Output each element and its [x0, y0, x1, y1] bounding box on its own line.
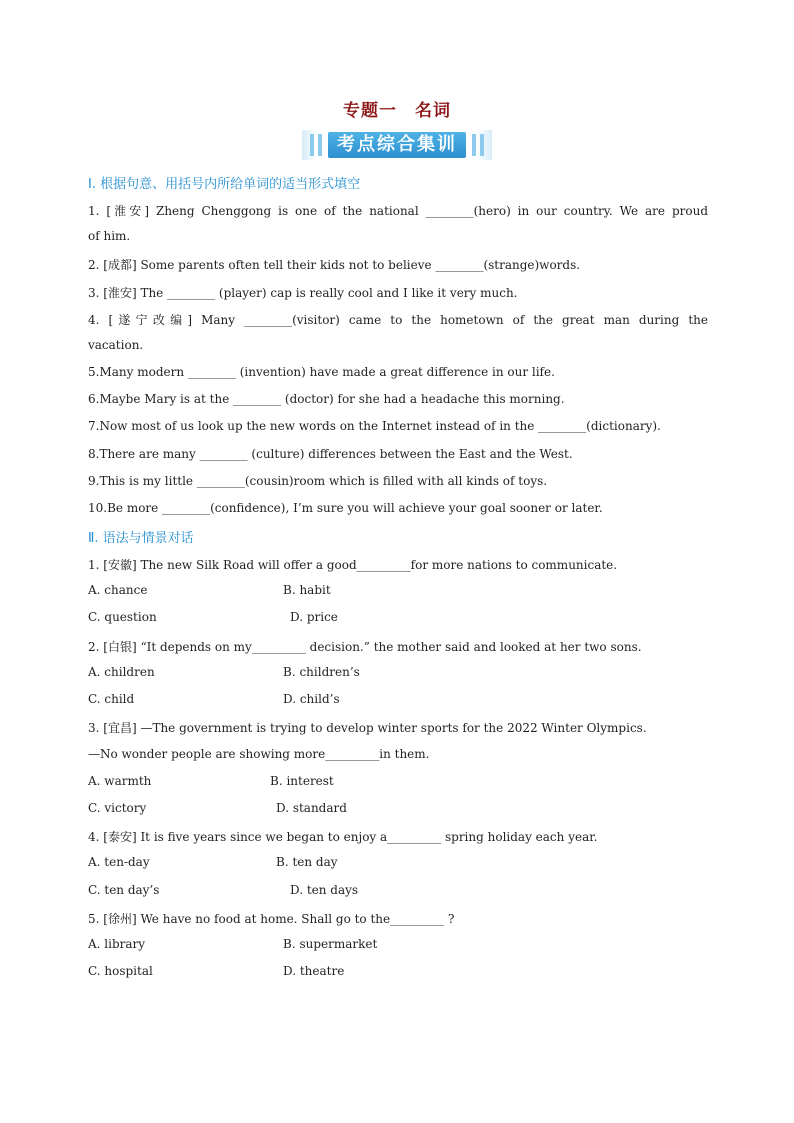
- mc-question-3-line-2: —No wonder people are showing more_________in them.: [88, 747, 430, 761]
- mc-option[interactable]: B. children’s: [283, 665, 360, 679]
- mc-option[interactable]: D. standard: [276, 801, 347, 815]
- mc-option[interactable]: C. hospital: [88, 964, 153, 978]
- banner-stripe: [480, 134, 484, 156]
- section-banner: [302, 130, 492, 160]
- question-6: 6.Maybe Mary is at the ________ (doctor) for she had a headache this morning.: [88, 392, 565, 406]
- banner-label: 考点综合集训: [328, 132, 466, 158]
- question-10: 10.Be more ________(confidence), I’m sure you will achieve your goal sooner or later.: [88, 501, 603, 515]
- mc-option[interactable]: B. habit: [283, 583, 331, 597]
- mc-question-2: 2. [白银] “It depends on my_________ decision.” the mother said and looked at her two sons.: [88, 640, 642, 654]
- mc-option[interactable]: C. child: [88, 692, 135, 706]
- mc-option[interactable]: B. interest: [270, 774, 334, 788]
- banner-stripe: [310, 134, 314, 156]
- question-7: 7.Now most of us look up the new words on the Internet instead of in the ________(dictionary).: [88, 419, 661, 433]
- mc-option[interactable]: D. theatre: [283, 964, 345, 978]
- mc-option[interactable]: C. ten day’s: [88, 883, 160, 897]
- question-4-line-1: 4. [遂宁改编] Many ________(visitor) came to the hometown of the great man during the: [88, 313, 708, 327]
- mc-option[interactable]: A. children: [88, 665, 155, 679]
- mc-option[interactable]: C. question: [88, 610, 157, 624]
- mc-option[interactable]: D. child’s: [283, 692, 340, 706]
- mc-question-4: 4. [泰安] It is five years since we began to enjoy a_________ spring holiday each year.: [88, 830, 598, 844]
- mc-option[interactable]: D. price: [290, 610, 338, 624]
- question-1-line-1: 1. [淮安] Zheng Chenggong is one of the national ________(hero) in our country. We are proud: [88, 204, 708, 218]
- mc-option[interactable]: A. ten-day: [88, 855, 150, 869]
- question-4-line-2: vacation.: [88, 338, 144, 352]
- mc-option[interactable]: A. chance: [88, 583, 148, 597]
- mc-question-1: 1. [安徽] The new Silk Road will offer a good_________for more nations to communicate.: [88, 558, 618, 572]
- banner-stripe: [472, 134, 476, 156]
- question-9: 9.This is my little ________(cousin)room which is filled with all kinds of toys.: [88, 474, 548, 488]
- section-heading-1: Ⅰ. 根据句意、用括号内所给单词的适当形式填空: [88, 177, 361, 192]
- mc-question-5: 5. [徐州] We have no food at home. Shall go to the_________ ?: [88, 912, 455, 926]
- question-3: 3. [淮安] The ________ (player) cap is really cool and I like it very much.: [88, 286, 518, 300]
- page-title: 专题一 名词: [343, 101, 451, 121]
- question-5: 5.Many modern ________ (invention) have made a great difference in our life.: [88, 365, 555, 379]
- section-heading-2: Ⅱ. 语法与情景对话: [88, 531, 194, 546]
- mc-option[interactable]: C. victory: [88, 801, 147, 815]
- question-2: 2. [成都] Some parents often tell their kids not to believe ________(strange)words.: [88, 258, 581, 272]
- question-1-line-2: of him.: [88, 229, 131, 243]
- question-8: 8.There are many ________ (culture) differences between the East and the West.: [88, 447, 573, 461]
- mc-option[interactable]: A. warmth: [88, 774, 152, 788]
- mc-option[interactable]: A. library: [88, 937, 146, 951]
- mc-question-3-line-1: 3. [宜昌] —The government is trying to develop winter sports for the 2022 Winter Olympics.: [88, 721, 647, 735]
- mc-option[interactable]: B. supermarket: [283, 937, 378, 951]
- banner-stripe: [318, 134, 322, 156]
- mc-option[interactable]: D. ten days: [290, 883, 359, 897]
- mc-option[interactable]: B. ten day: [276, 855, 338, 869]
